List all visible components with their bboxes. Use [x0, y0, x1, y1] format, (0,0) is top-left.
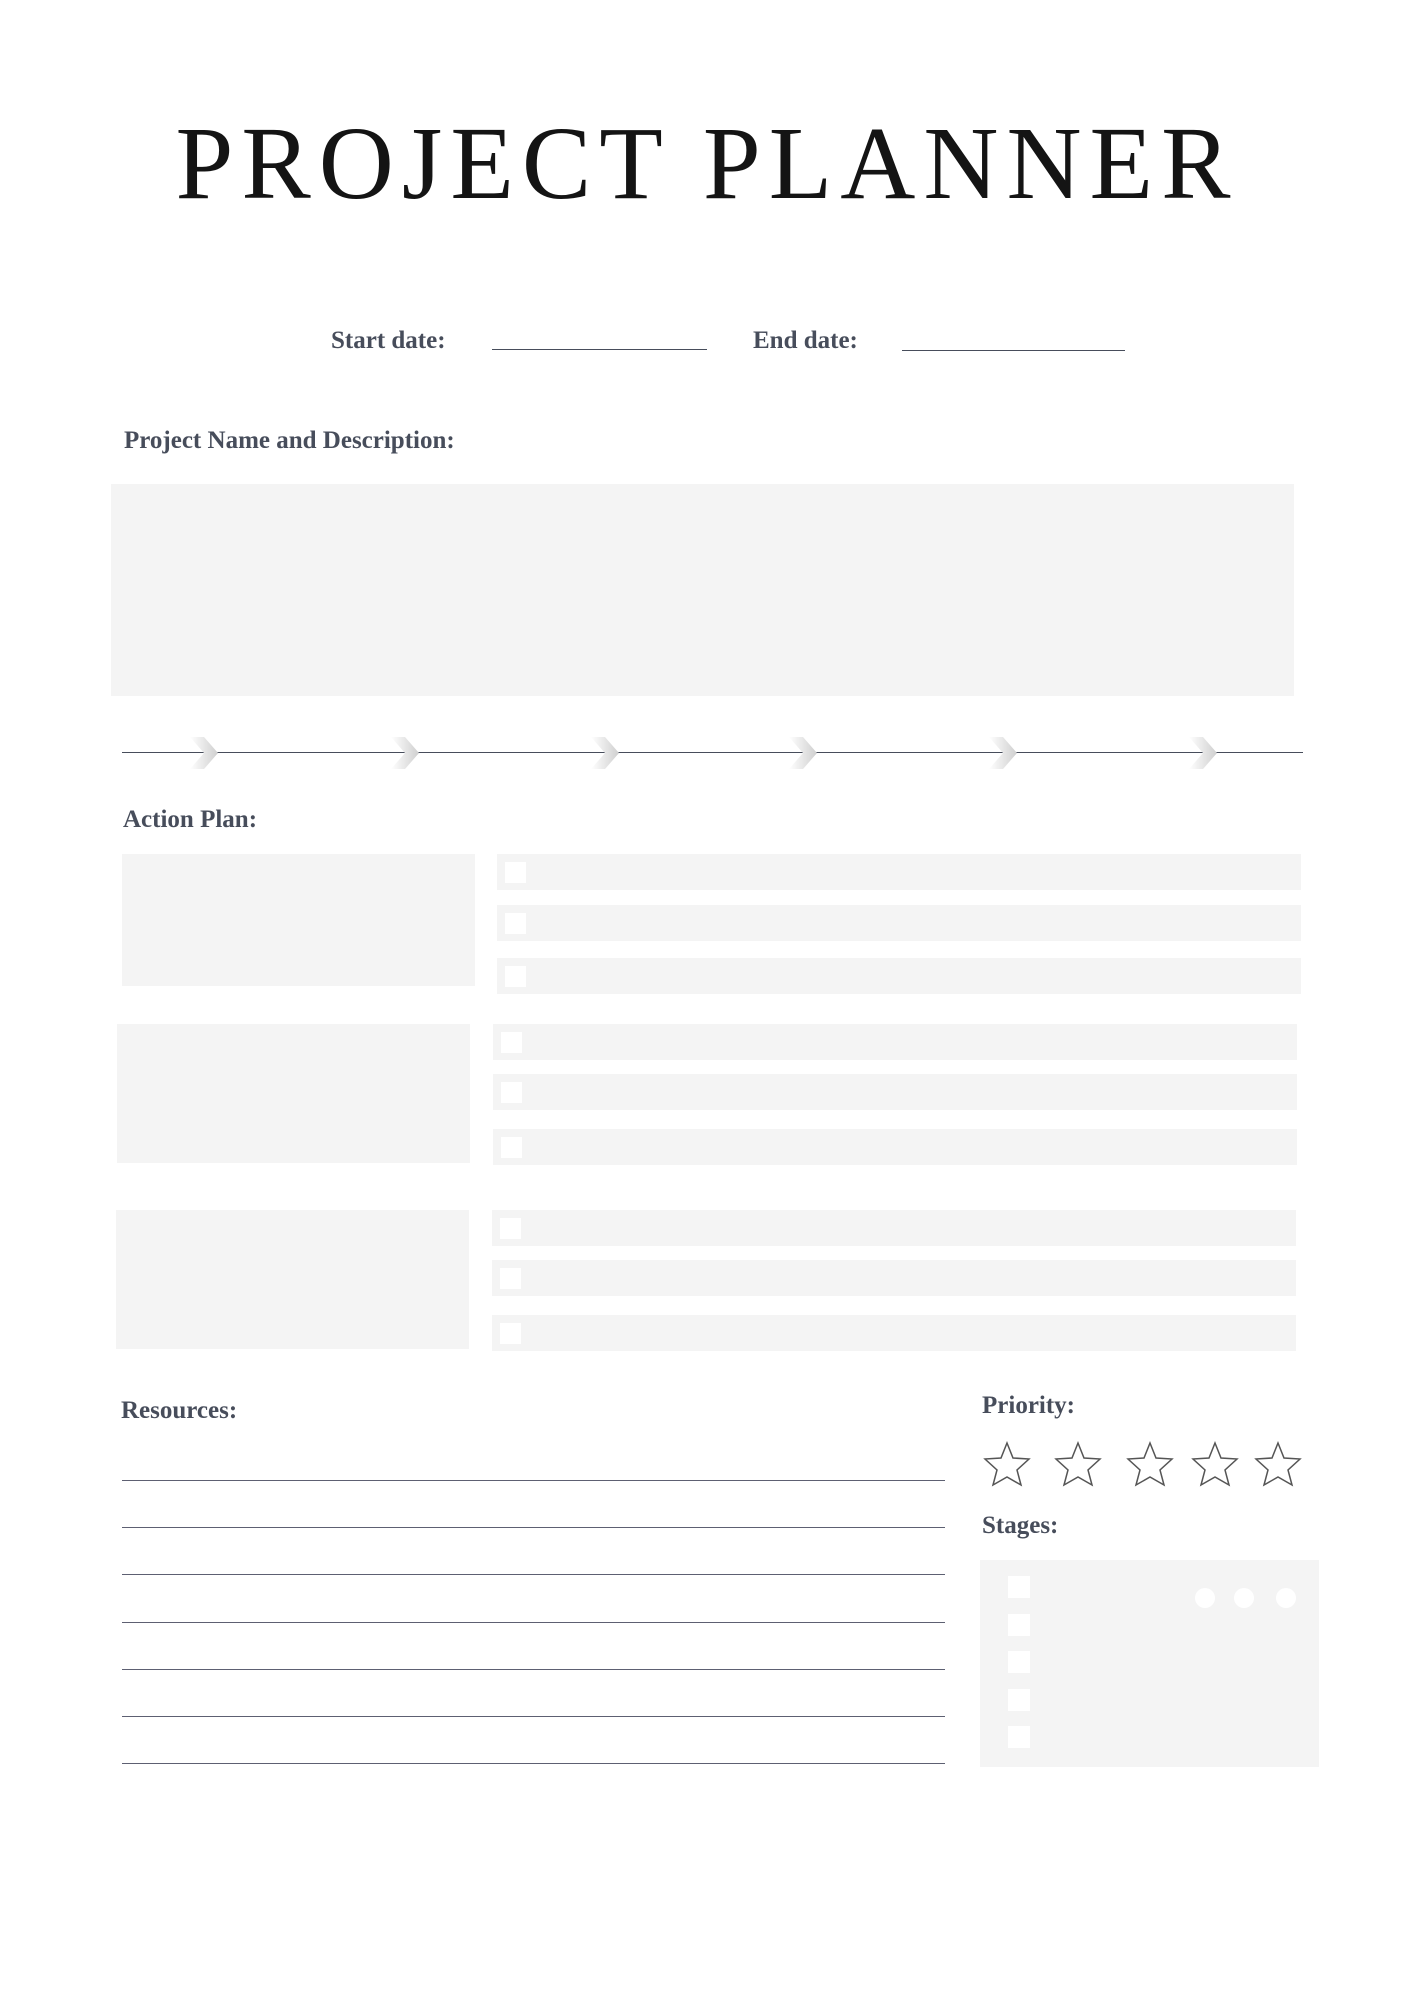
- resources-label: Resources:: [121, 1397, 238, 1424]
- stage-checkbox[interactable]: [1008, 1576, 1030, 1598]
- task-checkbox[interactable]: [505, 966, 526, 987]
- action-task-row[interactable]: [492, 1260, 1296, 1296]
- chevron-right-icon: [989, 737, 1017, 769]
- star-icon[interactable]: [1126, 1441, 1174, 1487]
- action-task-row[interactable]: [493, 1024, 1297, 1060]
- stage-dot: [1276, 1588, 1296, 1608]
- task-checkbox[interactable]: [501, 1082, 522, 1103]
- task-checkbox[interactable]: [501, 1137, 522, 1158]
- resource-line[interactable]: [122, 1622, 945, 1623]
- project-description-field[interactable]: [111, 484, 1294, 696]
- page-title: PROJECT PLANNER: [175, 106, 1239, 221]
- stages-label: Stages:: [982, 1512, 1059, 1539]
- end-date-field[interactable]: [902, 350, 1125, 351]
- action-plan-label: Action Plan:: [123, 806, 258, 833]
- chevron-right-icon: [591, 737, 619, 769]
- start-date-field[interactable]: [492, 349, 707, 350]
- action-task-row[interactable]: [497, 854, 1301, 890]
- stage-dot: [1234, 1588, 1254, 1608]
- action-task-row[interactable]: [493, 1074, 1297, 1110]
- action-goal-field[interactable]: [122, 854, 475, 986]
- stage-checkbox[interactable]: [1008, 1651, 1030, 1673]
- action-goal-field[interactable]: [117, 1024, 470, 1163]
- resource-line[interactable]: [122, 1480, 945, 1481]
- action-task-row[interactable]: [497, 905, 1301, 941]
- resource-line[interactable]: [122, 1527, 945, 1528]
- task-checkbox[interactable]: [500, 1323, 521, 1344]
- resource-line[interactable]: [122, 1716, 945, 1717]
- task-checkbox[interactable]: [505, 913, 526, 934]
- star-icon[interactable]: [1054, 1441, 1102, 1487]
- stages-box: [980, 1560, 1319, 1767]
- action-task-row[interactable]: [497, 958, 1301, 994]
- task-checkbox[interactable]: [501, 1032, 522, 1053]
- action-task-row[interactable]: [492, 1210, 1296, 1246]
- chevron-right-icon: [190, 737, 218, 769]
- star-icon[interactable]: [1254, 1441, 1302, 1487]
- resource-line[interactable]: [122, 1763, 945, 1764]
- chevron-right-icon: [391, 737, 419, 769]
- action-task-row[interactable]: [492, 1315, 1296, 1351]
- task-checkbox[interactable]: [500, 1268, 521, 1289]
- priority-label: Priority:: [982, 1392, 1076, 1419]
- start-date-label: Start date:: [331, 327, 446, 354]
- stage-checkbox[interactable]: [1008, 1689, 1030, 1711]
- timeline-line: [122, 752, 1303, 753]
- task-checkbox[interactable]: [500, 1218, 521, 1239]
- chevron-right-icon: [1189, 737, 1217, 769]
- stage-checkbox[interactable]: [1008, 1726, 1030, 1748]
- action-goal-field[interactable]: [116, 1210, 469, 1349]
- chevron-right-icon: [789, 737, 817, 769]
- end-date-label: End date:: [753, 327, 858, 354]
- resource-line[interactable]: [122, 1574, 945, 1575]
- stage-checkbox[interactable]: [1008, 1614, 1030, 1636]
- action-task-row[interactable]: [493, 1129, 1297, 1165]
- resource-line[interactable]: [122, 1669, 945, 1670]
- stage-dot: [1195, 1588, 1215, 1608]
- project-description-label: Project Name and Description:: [124, 427, 455, 454]
- star-icon[interactable]: [983, 1441, 1031, 1487]
- task-checkbox[interactable]: [505, 862, 526, 883]
- star-icon[interactable]: [1191, 1441, 1239, 1487]
